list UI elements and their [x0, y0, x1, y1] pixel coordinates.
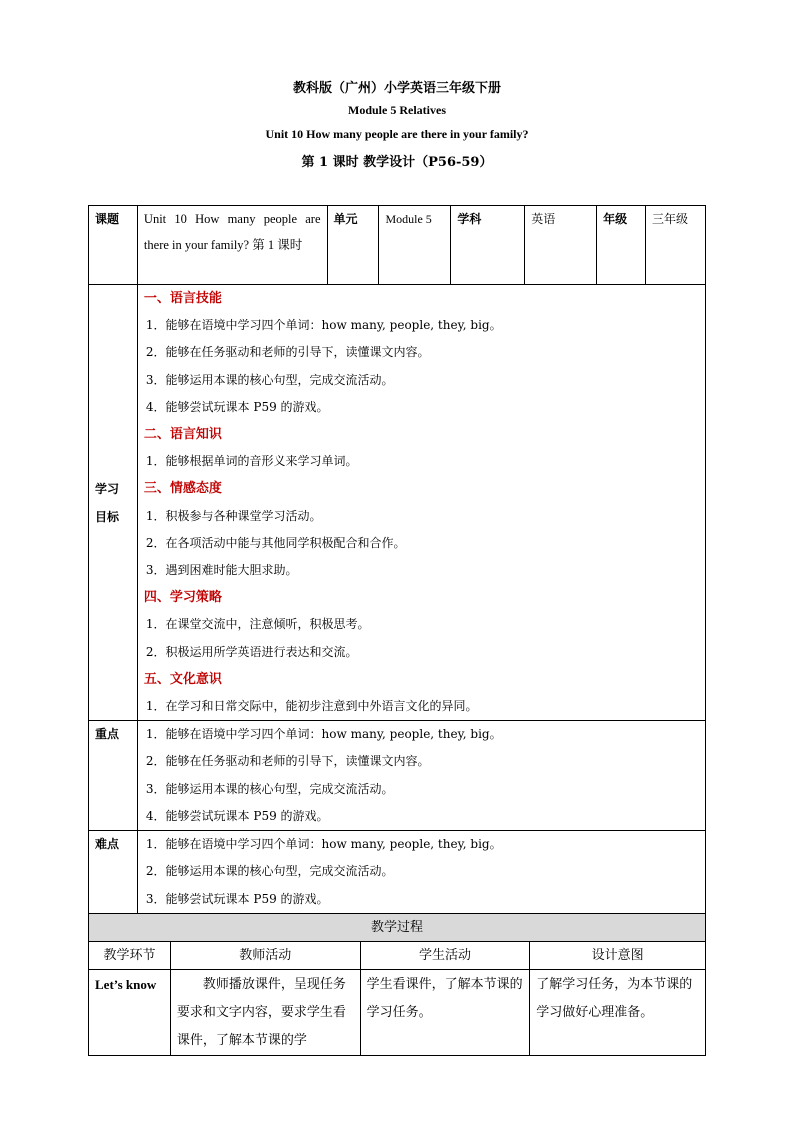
design-intent-cell: 了解学习任务，为本节课的学习做好心理准备。 [530, 970, 706, 1056]
difficult-points-label: 难点 [89, 831, 138, 914]
doc-title-lesson: 第 1 课时 教学设计（P56-59） [301, 155, 493, 170]
lesson-info-table [88, 205, 706, 914]
section-heading-strategy: 四、学习策略 [143, 590, 222, 606]
list-item: 2．在各项活动中能与其他同学积极配合和合作。 [145, 535, 406, 550]
unit-label: 单元 [327, 206, 379, 285]
teaching-process-table [88, 913, 706, 1056]
list-item: 3．能够运用本课的核心句型，完成交流活动。 [145, 781, 394, 796]
section-heading-knowledge: 二、语言知识 [143, 427, 222, 443]
col-header-intent: 设计意图 [530, 942, 706, 970]
student-activity-cell: 学生看课件，了解本节课的学习任务。 [360, 970, 530, 1056]
list-item: 1．能够根据单词的音形义来学习单词。 [145, 454, 358, 469]
list-item: 1．在学习和日常交际中，能初步注意到中外语言文化的异同。 [145, 699, 478, 714]
difficult-points-content [137, 831, 705, 914]
list-item: 1．积极参与各种课堂学习活动。 [145, 508, 322, 523]
process-header-row [89, 942, 706, 970]
goals-label [89, 285, 138, 721]
goals-content [137, 285, 705, 721]
doc-title-module: Module 5 Relatives [348, 103, 446, 117]
doc-title-textbook: 教科版（广州）小学英语三年级下册 [292, 81, 501, 96]
goals-row [89, 285, 706, 721]
section-heading-culture: 五、文化意识 [143, 671, 222, 687]
section-heading-skills: 一、语言技能 [143, 291, 222, 306]
col-header-teacher: 教师活动 [170, 942, 360, 970]
list-item: 2．能够在任务驱动和老师的引导下，读懂课文内容。 [145, 754, 430, 769]
topic-value: Unit 10 How many people are there in your family? 第 1 课时 [137, 206, 327, 285]
list-item: 1．在课堂交流中，注意倾听，积极思考。 [145, 617, 370, 632]
subject-label: 学科 [451, 206, 525, 285]
info-row [89, 206, 706, 285]
subject-value: 英语 [525, 206, 597, 285]
grade-value: 三年级 [646, 206, 706, 285]
list-item: 1．能够在语境中学习四个单词：how many, people, they, big。 [145, 318, 502, 333]
goals-label-line2: 目标 [95, 509, 120, 524]
process-title-row [89, 914, 706, 942]
col-header-stage: 教学环节 [89, 942, 171, 970]
list-item: 3．能够尝试玩课本 P59 的游戏。 [145, 891, 329, 906]
list-item: 1．能够在语境中学习四个单词：how many, people, they, big。 [145, 837, 502, 852]
goals-label-line1: 学习 [95, 481, 120, 496]
list-item: 2．能够运用本课的核心句型，完成交流活动。 [145, 864, 394, 879]
col-header-student: 学生活动 [360, 942, 530, 970]
key-points-label: 重点 [89, 721, 138, 831]
list-item: 4．能够尝试玩课本 P59 的游戏。 [145, 808, 329, 823]
list-item: 4．能够尝试玩课本 P59 的游戏。 [145, 399, 329, 414]
list-item: 2．积极运用所学英语进行表达和交流。 [145, 644, 358, 659]
grade-label: 年级 [597, 206, 646, 285]
key-points-content [137, 721, 705, 831]
list-item: 3．遇到困难时能大胆求助。 [145, 563, 298, 578]
key-points-row [89, 721, 706, 831]
section-heading-attitude: 三、情感态度 [143, 481, 222, 497]
topic-label: 课题 [89, 206, 138, 285]
list-item: 2．能够在任务驱动和老师的引导下，读懂课文内容。 [145, 345, 430, 360]
stage-cell: Let’s know [89, 970, 171, 1056]
doc-title-unit: Unit 10 How many people are there in your family? [265, 127, 529, 141]
list-item: 3．能够运用本课的核心句型，完成交流活动。 [145, 372, 394, 387]
list-item: 1．能够在语境中学习四个单词：how many, people, they, big。 [145, 727, 502, 742]
table-row [89, 970, 706, 1056]
unit-value: Module 5 [379, 206, 451, 285]
teacher-activity-cell: 教师播放课件，呈现任务要求和文字内容，要求学生看课件，了解本节课的学 [170, 970, 360, 1056]
process-title: 教学过程 [89, 914, 706, 942]
difficult-points-row [89, 831, 706, 914]
